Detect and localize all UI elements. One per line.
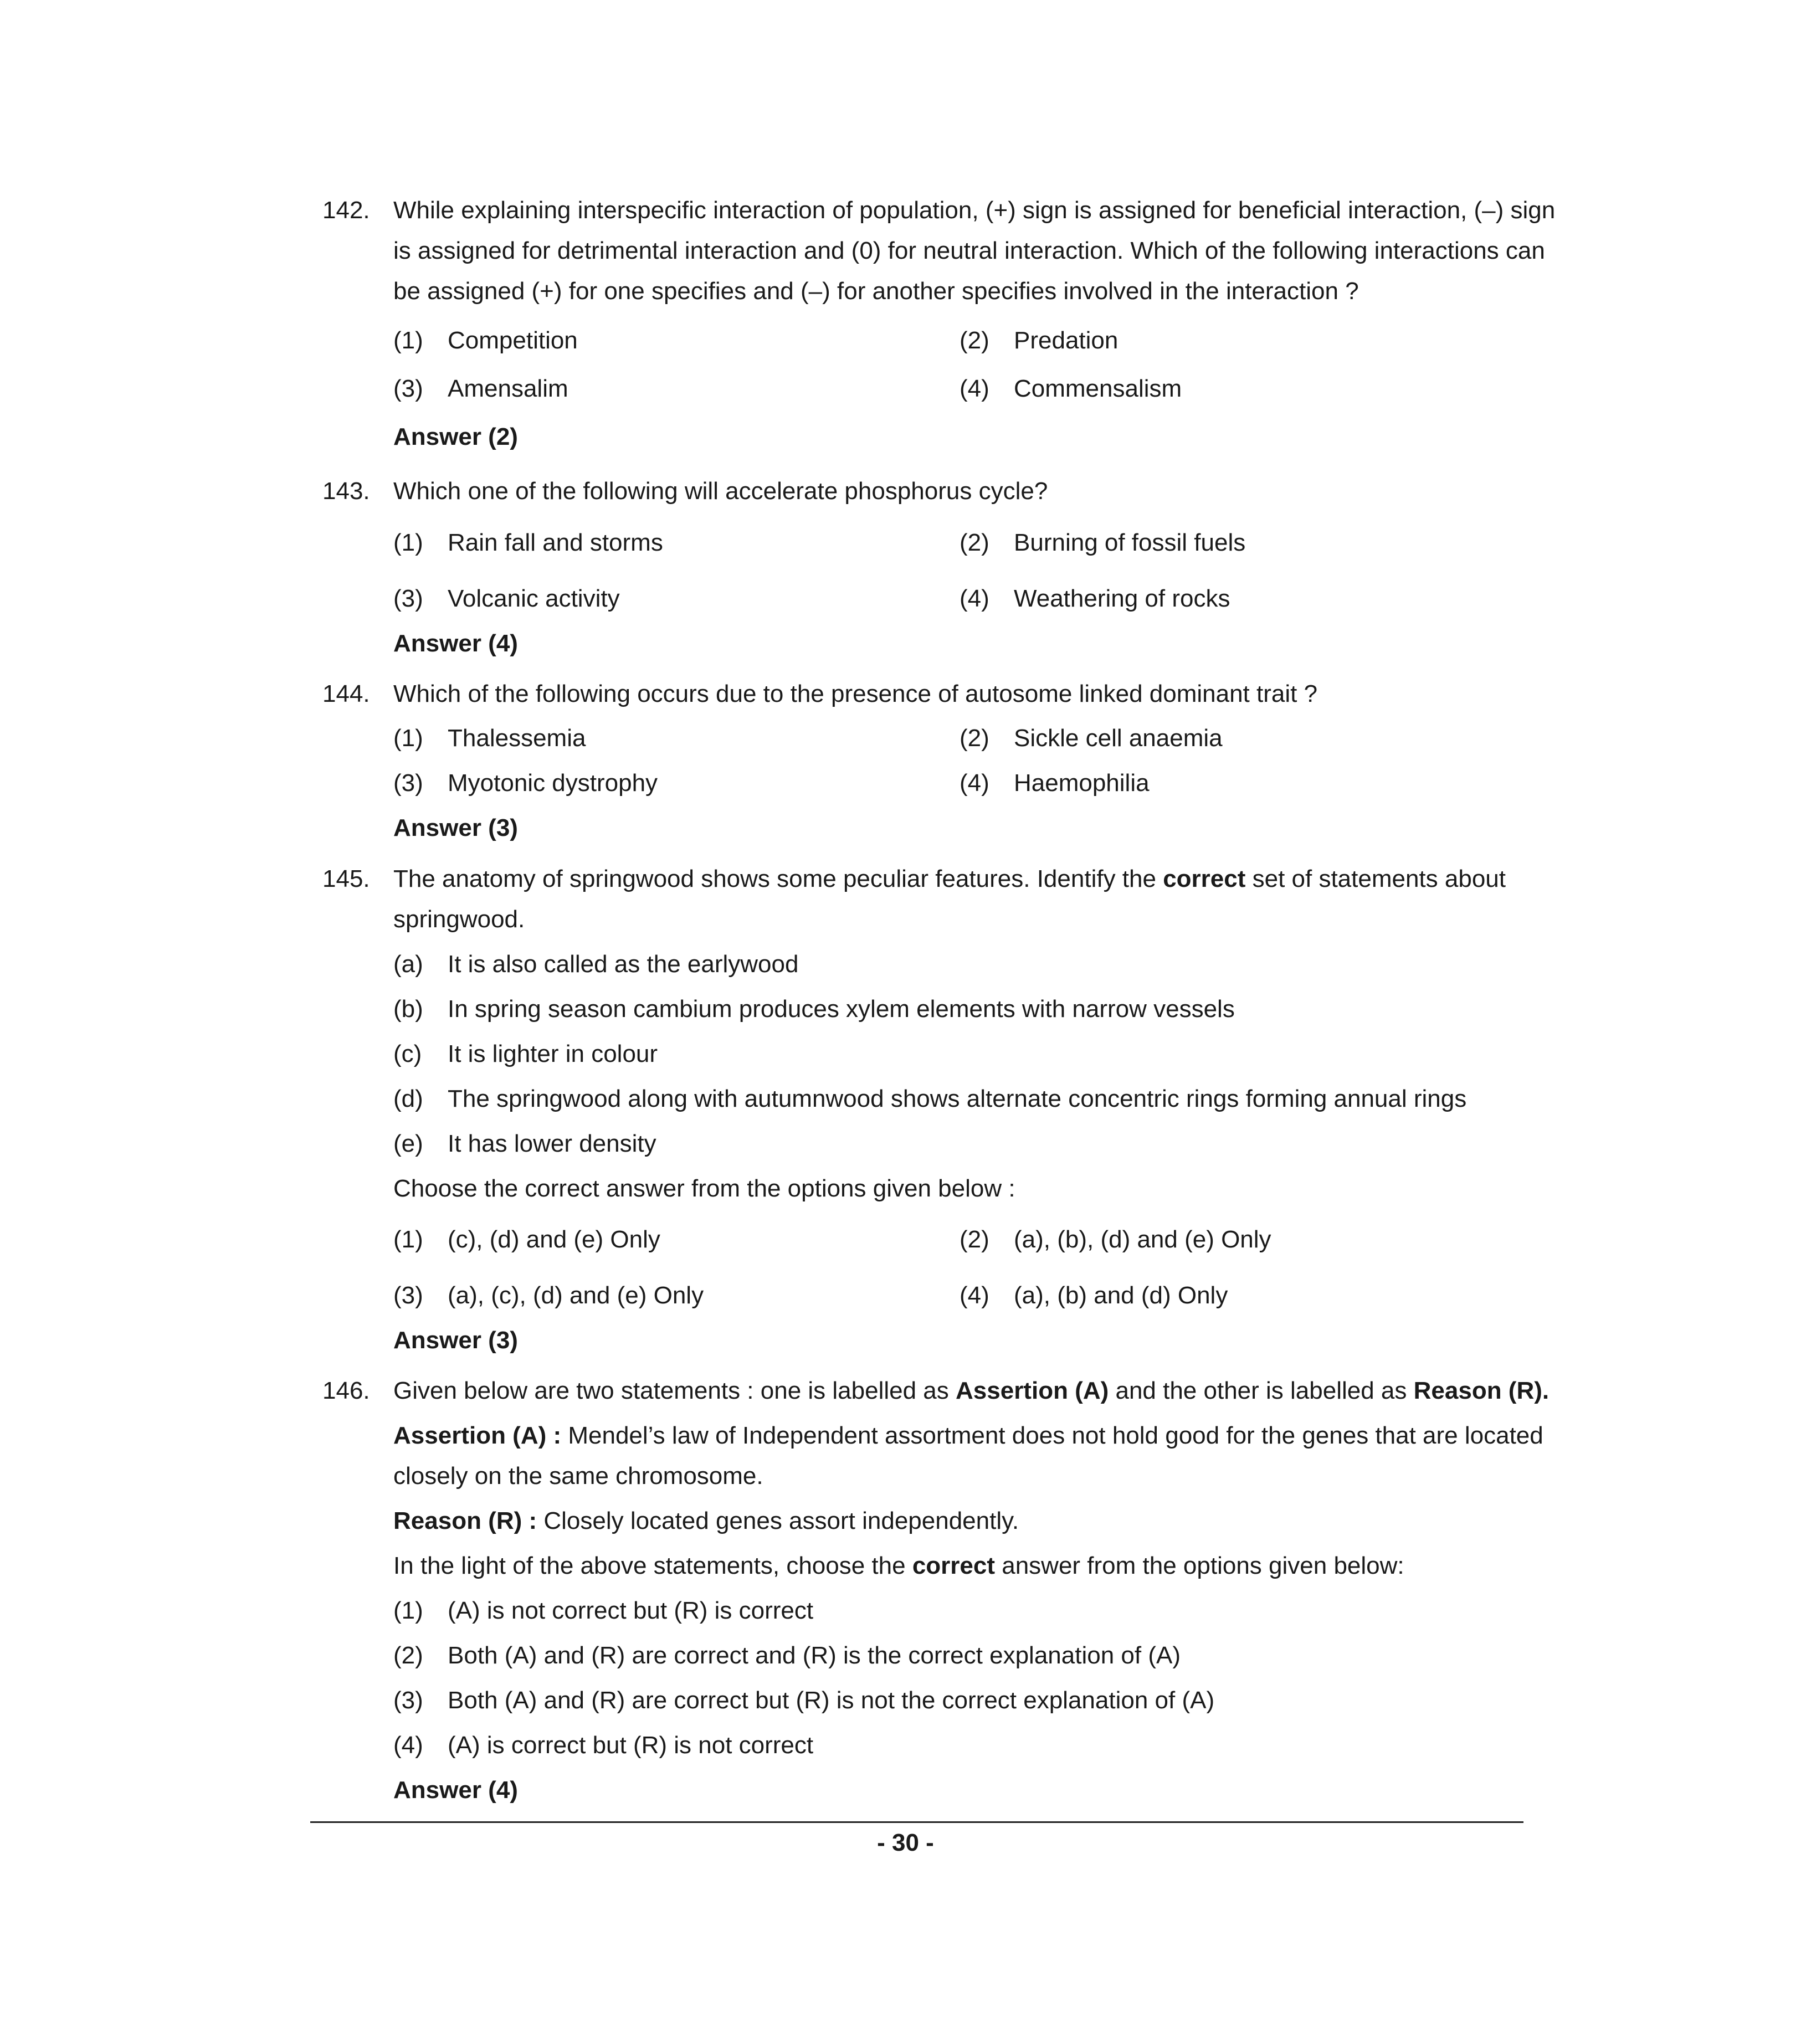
question-stem-line: Which one of the following will accelerate phosphorus cycle? [393,477,1048,505]
answer: Answer (2) [393,423,518,450]
option-text: Burning of fossil fuels [1014,529,1246,556]
stem-bold-text: Reason (R) [1413,1377,1542,1404]
statement-text: It is lighter in colour [448,1040,658,1067]
option-label: (3) [393,769,423,797]
option-label: (1) [393,725,423,752]
option-text: Myotonic dystrophy [448,769,658,797]
option-text: (a), (b) and (d) Only [1014,1282,1228,1309]
statement-text: In spring season cambium produces xylem elements with narrow vessels [448,995,1235,1023]
question-number: 143. [322,477,370,505]
question-stem-line [393,1377,1549,1405]
question-prompt [393,1552,1404,1580]
option-label: (4) [960,1282,989,1309]
reason-label: Reason (R) : [393,1507,537,1534]
option-text: Both (A) and (R) are correct and (R) is the correct explanation of (A) [448,1642,1181,1669]
option-label: (3) [393,1687,423,1714]
answer: Answer (4) [393,1776,518,1804]
stem-text: The anatomy of springwood shows some peculiar features. Identify the [393,865,1163,892]
assertion-line: closely on the same chromosome. [393,1462,763,1490]
answer: Answer (4) [393,630,518,657]
option-label: (3) [393,1282,423,1309]
answer: Answer (3) [393,814,518,841]
stem-bold-text: Assertion (A) [956,1377,1109,1404]
option-label: (1) [393,529,423,556]
option-text: Volcanic activity [448,585,620,612]
stem-bold-text: correct [1163,865,1246,892]
option-label: (3) [393,585,423,612]
question-stem-line: is assigned for detrimental interaction and (0) for neutral interaction. Which of the following interactions can [393,237,1545,264]
prompt-bold-text: correct [912,1552,996,1579]
option-label: (2) [960,725,989,752]
option-text: Thalessemia [448,725,586,752]
reason-line [393,1507,1019,1535]
option-label: (2) [960,1226,989,1253]
option-label: (4) [960,585,989,612]
footer-rule [310,1821,1523,1823]
option-text: Predation [1014,327,1119,354]
stem-text: and the other is labelled as [1109,1377,1414,1404]
option-text: Both (A) and (R) are correct but (R) is not the correct explanation of (A) [448,1687,1215,1714]
option-text: Commensalism [1014,375,1182,402]
option-text: Rain fall and storms [448,529,663,556]
option-label: (2) [393,1642,423,1669]
question-stem-line: Which of the following occurs due to the presence of autosome linked dominant trait ? [393,680,1318,707]
statement-label: (a) [393,951,423,978]
page-number: - 30 - [877,1829,934,1856]
option-label: (1) [393,1226,423,1253]
option-text: Weathering of rocks [1014,585,1230,612]
stem-text: set of statements about [1245,865,1506,892]
question-number: 144. [322,680,370,707]
option-label: (2) [960,529,989,556]
answer: Answer (3) [393,1327,518,1354]
option-label: (3) [393,375,423,402]
assertion-text: Mendel’s law of Independent assortment does not hold good for the genes that are located [561,1422,1543,1449]
statement-label: (c) [393,1040,422,1067]
statement-label: (e) [393,1130,423,1157]
reason-text: Closely located genes assort independently. [537,1507,1019,1534]
stem-text: . [1542,1377,1550,1404]
option-text: (a), (b), (d) and (e) Only [1014,1226,1271,1253]
option-text: Competition [448,327,578,354]
stem-text: Given below are two statements : one is labelled as [393,1377,956,1404]
question-number: 142. [322,197,370,224]
question-stem-line [393,865,1506,893]
question-prompt: Choose the correct answer from the options given below : [393,1175,1015,1202]
option-text: Amensalim [448,375,568,402]
option-label: (4) [960,375,989,402]
option-text: Haemophilia [1014,769,1150,797]
statement-text: It has lower density [448,1130,656,1157]
option-label: (4) [393,1732,423,1759]
question-stem-line: springwood. [393,906,525,933]
assertion-line [393,1422,1543,1450]
statement-label: (b) [393,995,423,1023]
option-text: (A) is correct but (R) is not correct [448,1732,814,1759]
question-stem-line: While explaining interspecific interaction of population, (+) sign is assigned for beneficial interaction, (–) sign [393,197,1556,224]
option-text: (a), (c), (d) and (e) Only [448,1282,704,1309]
statement-label: (d) [393,1085,423,1112]
question-number: 146. [322,1377,370,1404]
statement-text: The springwood along with autumnwood shows alternate concentric rings forming annual rings [448,1085,1467,1112]
option-label: (1) [393,327,423,354]
question-stem-line: be assigned (+) for one specifies and (–) for another specifies involved in the interaction ? [393,278,1359,305]
prompt-text: answer from the options given below: [995,1552,1404,1579]
option-label: (2) [960,327,989,354]
prompt-text: In the light of the above statements, choose the [393,1552,912,1579]
option-text: Sickle cell anaemia [1014,725,1223,752]
assertion-label: Assertion (A) : [393,1422,562,1449]
question-number: 145. [322,865,370,892]
option-label: (4) [960,769,989,797]
option-text: (A) is not correct but (R) is correct [448,1597,814,1624]
option-text: (c), (d) and (e) Only [448,1226,660,1253]
option-label: (1) [393,1597,423,1624]
statement-text: It is also called as the earlywood [448,951,799,978]
